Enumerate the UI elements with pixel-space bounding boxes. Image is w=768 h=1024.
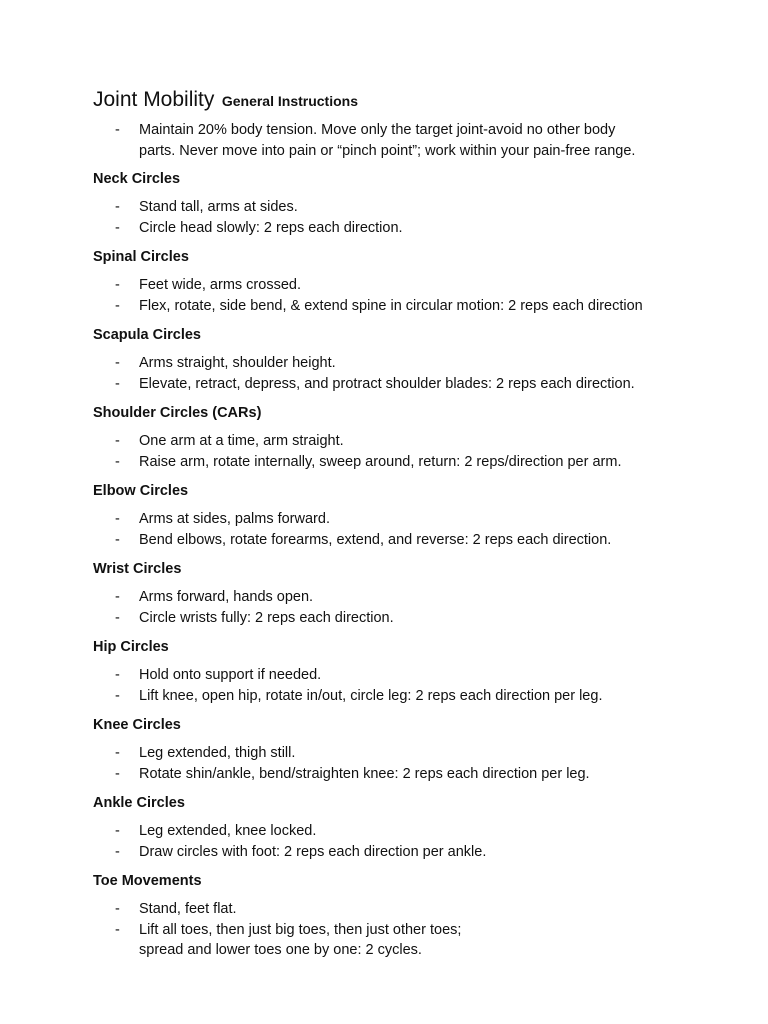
- title-line: [93, 88, 703, 112]
- section-items: [93, 899, 703, 961]
- section: [93, 482, 703, 550]
- section: [93, 404, 703, 472]
- bullet-dash: -: [115, 687, 120, 704]
- bullet-dash: -: [115, 745, 120, 761]
- section: [93, 560, 703, 628]
- list-item-text: Arms at sides, palms forward.: [139, 511, 330, 527]
- bullet-dash: -: [115, 297, 120, 314]
- section-heading: Scapula Circles: [93, 327, 201, 343]
- section-heading: Hip Circles: [93, 639, 169, 655]
- list-item: [93, 686, 703, 707]
- list-item: [93, 764, 703, 785]
- section-heading: Spinal Circles: [93, 249, 189, 265]
- list-item: [93, 920, 703, 961]
- list-item: [93, 842, 703, 863]
- section-items: [93, 743, 703, 784]
- section: [93, 248, 703, 316]
- list-item: [93, 275, 703, 296]
- list-item: [93, 452, 703, 473]
- section-items: [93, 431, 703, 472]
- bullet-dash: -: [115, 277, 120, 293]
- section-items: [93, 275, 703, 316]
- list-item-text: Circle head slowly: 2 reps each direction.: [139, 219, 403, 236]
- bullet-dash: -: [115, 589, 120, 605]
- section: [93, 170, 703, 238]
- bullet-dash: -: [115, 511, 120, 527]
- section-heading: Neck Circles: [93, 171, 181, 187]
- section: [93, 716, 703, 784]
- document-body: [93, 88, 703, 971]
- section-heading: Knee Circles: [93, 717, 181, 733]
- section-items: [93, 665, 703, 706]
- bullet-dash: -: [115, 901, 120, 917]
- list-item: [93, 587, 703, 608]
- section-heading: Elbow Circles: [93, 483, 189, 499]
- list-item: [93, 743, 703, 764]
- document-title: Joint Mobility: [93, 88, 215, 111]
- list-item-text: Lift knee, open hip, rotate in/out, circle leg: 2 reps each direction per leg.: [139, 687, 603, 704]
- section-items: [93, 353, 703, 394]
- list-item: [93, 608, 703, 629]
- list-item: [93, 899, 703, 920]
- section-heading: Shoulder Circles (CARs): [93, 405, 262, 421]
- bullet-dash: -: [115, 609, 120, 626]
- list-item: [93, 431, 703, 452]
- bullet-dash: -: [115, 843, 120, 860]
- list-item-text: Maintain 20% body tension. Move only the target joint-avoid no other body: [139, 122, 616, 138]
- bullet-dash: -: [115, 199, 120, 215]
- list-item: [93, 218, 703, 239]
- list-item-text: Stand, feet flat.: [139, 901, 237, 917]
- section: [93, 638, 703, 706]
- exercise-sections: [93, 170, 703, 961]
- list-item-text: Elevate, retract, depress, and protract shoulder blades: 2 reps each direction.: [139, 375, 635, 392]
- list-item-text: Arms forward, hands open.: [139, 589, 314, 605]
- list-item: [93, 296, 703, 317]
- list-item-text: Circle wrists fully: 2 reps each direction.: [139, 609, 394, 626]
- bullet-dash: -: [115, 921, 120, 938]
- bullet-dash: -: [115, 531, 120, 548]
- list-item-text: Arms straight, shoulder height.: [139, 355, 336, 371]
- list-item: [93, 530, 703, 551]
- section: [93, 326, 703, 394]
- list-item: [93, 120, 703, 161]
- list-item-text: Flex, rotate, side bend, & extend spine in circular motion: 2 reps each direction: [139, 297, 643, 314]
- list-item-text: Leg extended, knee locked.: [139, 823, 317, 839]
- section-heading: Wrist Circles: [93, 561, 182, 577]
- list-item-text: Lift all toes, then just big toes, then just other toes;: [139, 921, 462, 938]
- section-heading: Ankle Circles: [93, 795, 185, 811]
- bullet-dash: -: [115, 122, 120, 138]
- list-item-text: Bend elbows, rotate forearms, extend, and reverse: 2 reps each direction.: [139, 531, 612, 548]
- bullet-dash: -: [115, 219, 120, 236]
- section-items: [93, 509, 703, 550]
- list-item-text: spread and lower toes one by one: 2 cycles.: [139, 942, 422, 958]
- list-item: [93, 197, 703, 218]
- document-subtitle: General Instructions: [221, 93, 358, 109]
- bullet-dash: -: [115, 823, 120, 839]
- bullet-dash: -: [115, 667, 120, 683]
- section-items: [93, 587, 703, 628]
- bullet-dash: -: [115, 375, 120, 392]
- list-item: [93, 821, 703, 842]
- list-item-text: Feet wide, arms crossed.: [139, 277, 301, 293]
- list-item-text: Leg extended, thigh still.: [139, 745, 296, 761]
- section: [93, 794, 703, 862]
- general-instructions-list: [93, 120, 703, 161]
- section-items: [93, 821, 703, 862]
- bullet-dash: -: [115, 433, 120, 449]
- list-item: [93, 353, 703, 374]
- section-heading: Toe Movements: [93, 873, 202, 889]
- bullet-dash: -: [115, 453, 120, 470]
- bullet-dash: -: [115, 355, 120, 371]
- list-item: [93, 665, 703, 686]
- list-item-text: Rotate shin/ankle, bend/straighten knee: 2 reps each direction per leg.: [139, 765, 590, 782]
- list-item: [93, 509, 703, 530]
- list-item-text: Stand tall, arms at sides.: [139, 199, 298, 215]
- list-item: [93, 374, 703, 395]
- list-item-text: Draw circles with foot: 2 reps each direction per ankle.: [139, 843, 487, 860]
- section-items: [93, 197, 703, 238]
- list-item-text: Raise arm, rotate internally, sweep around, return: 2 reps/direction per arm.: [139, 453, 622, 470]
- section: [93, 872, 703, 961]
- list-item-text: Hold onto support if needed.: [139, 667, 322, 683]
- bullet-dash: -: [115, 765, 120, 782]
- list-item-text: parts. Never move into pain or “pinch point”; work within your pain-free range.: [139, 142, 636, 159]
- list-item-text: One arm at a time, arm straight.: [139, 433, 344, 449]
